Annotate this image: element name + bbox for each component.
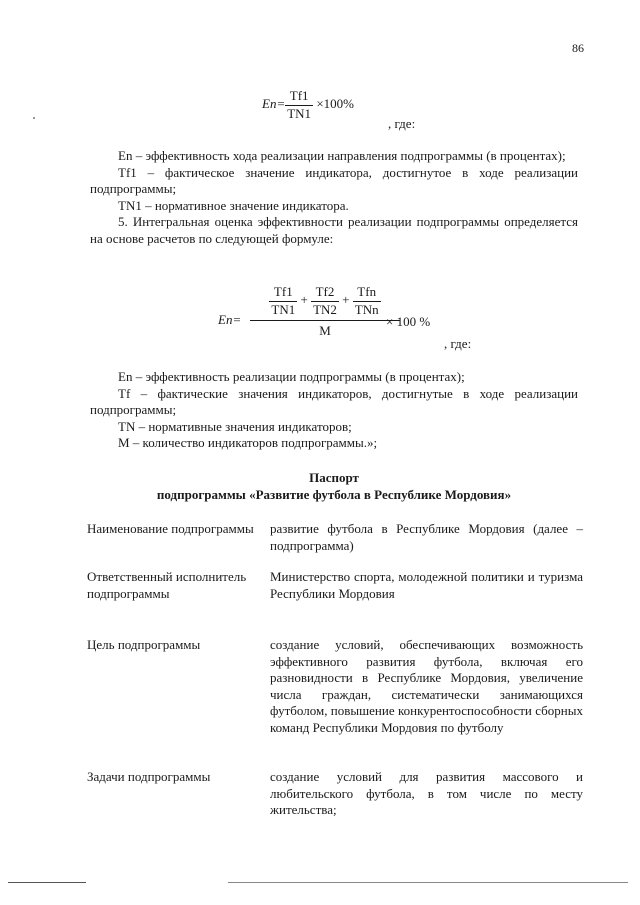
formula-multiplier: ×100% (316, 95, 354, 111)
passport-row-value: создание условий для развития массового и любительского футбола, в том числе по месту жительства; (270, 769, 583, 817)
fraction-denominator: TNn (354, 301, 379, 317)
legend-line: TN1 – нормативное значение индикатора. (118, 197, 349, 213)
fraction-numerator: Tf2 (311, 284, 339, 302)
formula-where: , где: (388, 116, 416, 131)
formula-lhs: En= (218, 312, 242, 327)
passport-row-label: Цель подпрограммы (87, 637, 201, 652)
legend-line: En – эффективность реализации подпрограммы (в процентах); (118, 369, 465, 384)
fraction-1 (269, 284, 297, 318)
passport-subtitle: подпрограммы «Развитие футбола в Республике Мордовия» (156, 487, 512, 502)
fraction (285, 88, 313, 122)
plus-sign: + (300, 291, 308, 307)
passport-row-label: Ответственный исполнитель подпрограммы (87, 569, 247, 601)
legend-line: Tf – фактические значения индикаторов, достигнутые в ходе реализации подпрограммы; (90, 385, 578, 417)
passport-row-label: Задачи подпрограммы (87, 769, 211, 784)
formula-legend-2 (90, 369, 578, 452)
passport-row-value: создание условий, обеспечивающих возможность эффективного развития футбола, включая его разновидности в Республике Мордовия, увеличение числа граждан, систематически занимающихся футболом, повышение конкурентоспособности сборных команд Республики Мордовия по футболу (270, 637, 583, 735)
scan-bottom-line (8, 882, 86, 883)
formula-multiplier: × 100 % (386, 314, 431, 329)
page-number: 86 (572, 41, 584, 55)
formula-denominator: M (319, 323, 331, 338)
fraction-numerator: Tf1 (269, 284, 297, 302)
formula-where: , где: (444, 336, 472, 351)
legend-line: En – эффективность хода реализации направления подпрограммы (в процентах); (118, 148, 566, 163)
passport-title: Паспорт (309, 470, 359, 485)
formula-numerator-sum (250, 284, 400, 318)
fraction-denominator: TN1 (287, 105, 312, 121)
scan-bottom-line (228, 882, 628, 883)
formula-efficiency-direction (262, 88, 354, 122)
legend-line: TN – нормативные значения индикаторов; (118, 418, 352, 434)
passport-row-value: Министерство спорта, молодежной политики и туризма Республики Мордовия (270, 569, 583, 601)
passport-row-value: развитие футбола в Республике Мордовия (далее – подпрограмма) (270, 521, 583, 553)
paragraph-item-5: 5. Интегральная оценка эффективности реализации подпрограммы определяется на основе расчетов по следующей формуле: (90, 214, 578, 246)
formula-integral-efficiency (218, 284, 448, 350)
fraction-n (353, 284, 381, 318)
formula-lhs: En= (262, 95, 286, 111)
fraction-denominator: TN1 (271, 301, 296, 317)
scan-speck (33, 117, 35, 119)
plus-sign: + (342, 291, 350, 307)
formula-legend-1 (90, 148, 578, 247)
legend-line: Tf1 – фактическое значение индикатора, достигнутое в ходе реализации подпрограммы; (90, 164, 578, 196)
fraction-denominator: TN2 (313, 301, 337, 317)
legend-line: M – количество индикаторов подпрограммы.»; (118, 435, 378, 450)
fraction-2 (311, 284, 339, 318)
fraction-numerator: Tf1 (285, 88, 313, 106)
fraction-numerator: Tfn (353, 284, 381, 302)
fraction-bar (250, 320, 400, 321)
passport-row-label: Наименование подпрограммы (87, 521, 254, 536)
